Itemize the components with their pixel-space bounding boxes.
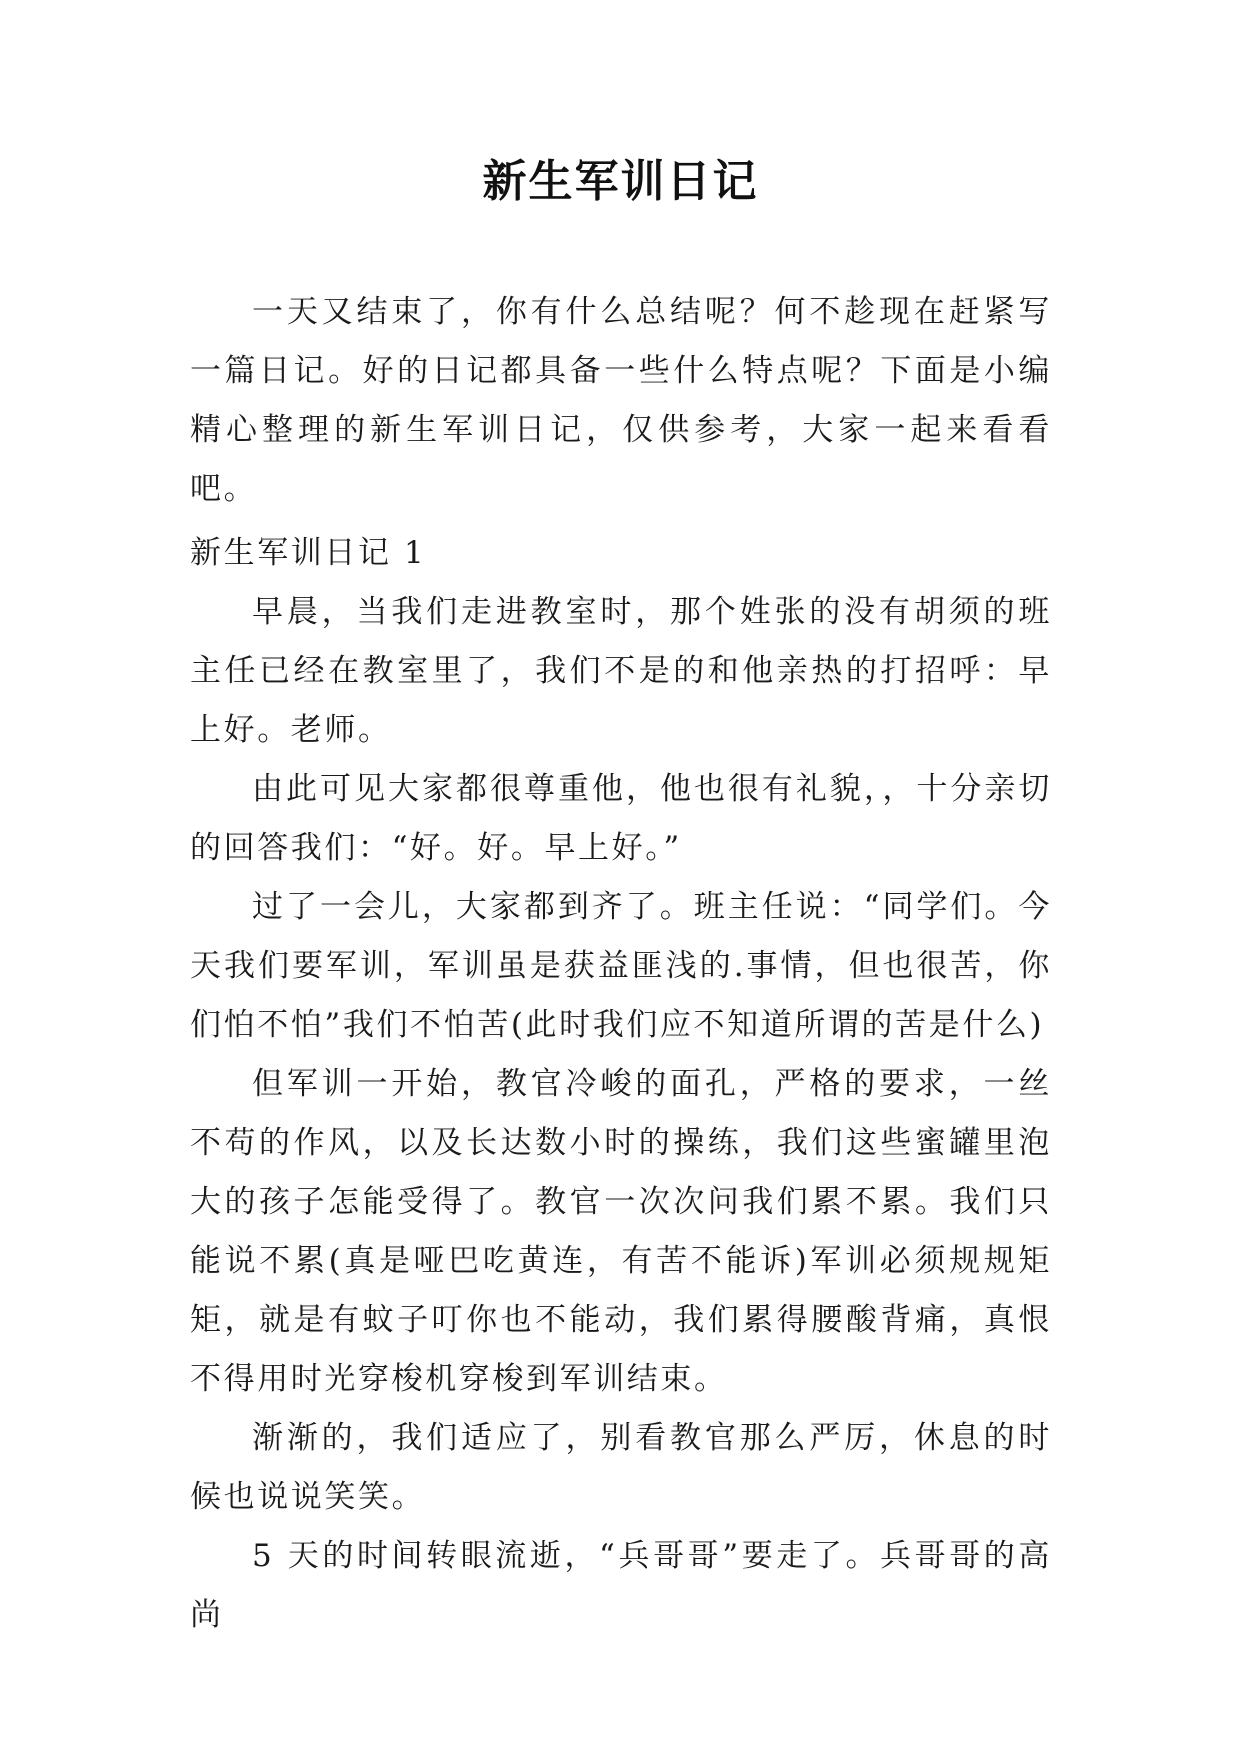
paragraph: 由此可见大家都很尊重他，他也很有礼貌，，十分亲切的回答我们：“好。好。早上好。” (190, 771, 1052, 866)
intro-paragraph: 一天又结束了，你有什么总结呢？何不趁现在赶紧写一篇日记。好的日记都具备一些什么特点呢？下面是小编精心整理的新生军训日记，仅供参考，大家一起来看看吧。 (190, 294, 1052, 507)
paragraph: 渐渐的，我们适应了，别看教官那么严厉，休息的时候也说说笑笑。 (190, 1420, 1052, 1515)
intro-section (190, 283, 1052, 519)
document-title: 新生军训日记 (482, 156, 759, 207)
paragraph: 早晨，当我们走进教室时，那个姓张的没有胡须的班主任已经在教室里了，我们不是的和他亲热的打招呼：早上好。老师。 (190, 594, 1052, 748)
section-heading: 新生军训日记 1 (190, 535, 427, 571)
paragraph: 但军训一开始，教官冷峻的面孔，严格的要求，一丝不苟的作风，以及长达数小时的操练，我们这些蜜罐里泡大的孩子怎能受得了。教官一次次问我们累不累。我们只能说不累(真是哑巴吃黄连，有苦不能诉)军训必须规规矩矩，就是有蚊子叮你也不能动，我们累得腰酸背痛，真恨不得用时光穿梭机穿梭到军训结束。 (190, 1066, 1052, 1397)
diary-section (190, 524, 1052, 1645)
paragraph: 过了一会儿，大家都到齐了。班主任说：“同学们。今天我们要军训，军训虽是获益匪浅的.事情，但也很苦，你们怕不怕”我们不怕苦(此时我们应不知道所谓的苦是什么) (190, 889, 1052, 1043)
paragraph: 5 天的时间转眼流逝，“兵哥哥”要走了。兵哥哥的高尚 (190, 1538, 1052, 1633)
